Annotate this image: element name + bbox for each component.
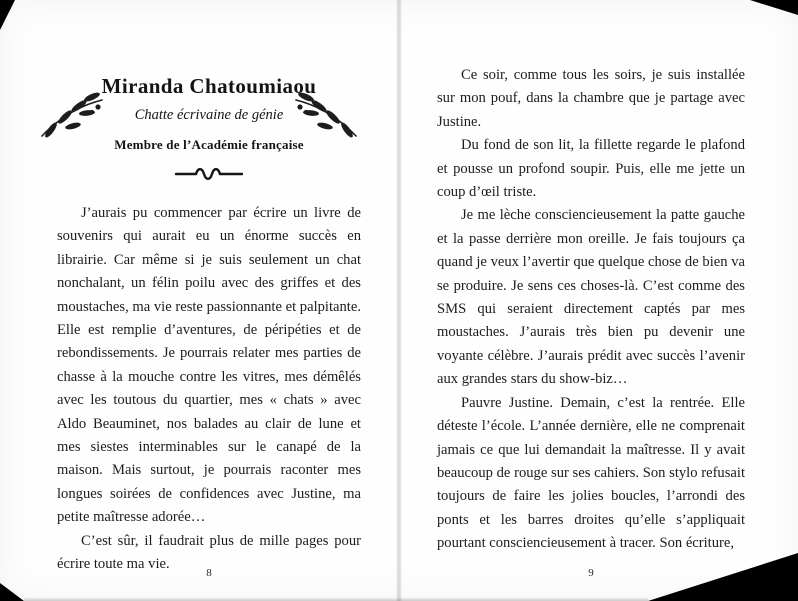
page-number: 9 (588, 567, 594, 579)
page-number: 8 (206, 567, 212, 579)
photo-corner-top-right (750, 0, 798, 15)
body-paragraph: Je me lèche consciencieusement la patte gauche et la passe derrière mon oreille. Je fais toujours ça quand je veux l’avertir que quelque chose de bien va se produire. Je sens ces choses-là. C’est comme des SMS qui seraient directement captés par mes moustaches. J’aurais très bien pu devenir une voyante célèbre. J’aurais prédit avec succès l’avenir aux grandes stars du show-biz… (437, 207, 745, 388)
affiliation-line: Membre de l’Académie française (114, 136, 304, 152)
right-page-text (437, 64, 745, 556)
body-paragraph: Ce soir, comme tous les soirs, je suis installée sur mon pouf, dans la chambre que je partage avec Justine. (437, 67, 745, 130)
left-page-text (57, 202, 361, 577)
photo-corner-bottom-left (0, 583, 24, 601)
squiggle-divider-icon (57, 166, 361, 182)
body-paragraph: Du fond de son lit, la fillette regarde le plafond et pousse un profond soupir. Puis, elle me jette un coup d’œil triste. (437, 137, 745, 201)
body-paragraph: Pauvre Justine. Demain, c’est la rentrée. Elle déteste l’école. L’année dernière, elle ne comprenait jamais ce que lui demandait la maîtresse. Il y avait beaucoup de rouge sur ses cahiers. Son stylo refusait toujours de faire les jolies boucles, l’arrondi des ponts et les barres droites qu’elle s’appliquait pourtant consciencieusement à tracer. Son écriture, (437, 394, 745, 552)
body-paragraph: J’aurais pu commencer par écrire un livre de souvenirs qui aurait eu un énorme succès en librairie. Car même si je suis seulement un chat nonchalant, un félin poilu avec des griffes et des moustaches, ma vie reste passionnante et palpitante. Elle est remplie d’aventures, de péripéties et de rebondissements. Je pourrais relater mes parties de chasse à la mouche contre les vitres, mes démêlés avec les toutous du quartier, mes « chats » avec Aldo Beauminet, nos balades au clair de lune et mes siestes interminables sur le canapé de la maison. Mais surtout, je pourrais raconter mes longues soirées de confidences avec Justine, ma petite maîtresse adorée… (57, 205, 361, 526)
chapter-header (57, 74, 361, 182)
body-paragraph: C’est sûr, il faudrait plus de mille pages pour écrire toute ma vie. (57, 532, 361, 573)
photo-corner-top-left (0, 0, 15, 30)
page-bottom-shadow (24, 597, 648, 601)
page-title: Miranda Chatoumiaou (101, 74, 317, 98)
page-subtitle: Chatte écrivaine de génie (134, 107, 284, 124)
page-gutter (396, 0, 402, 601)
